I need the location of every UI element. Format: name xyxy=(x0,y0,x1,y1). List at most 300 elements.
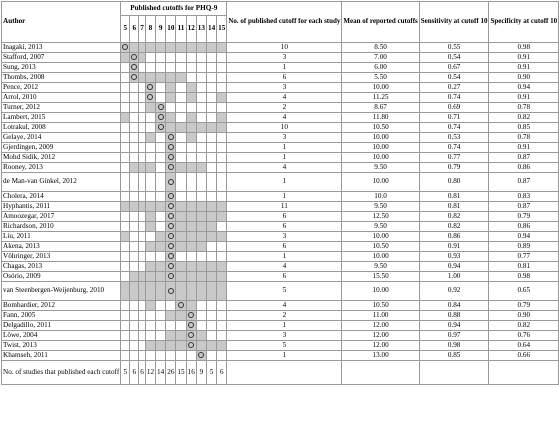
cutoff-cell-6 xyxy=(130,123,139,133)
cutoff-cell-5 xyxy=(121,311,130,321)
cutoff-cell-14 xyxy=(206,103,216,113)
cutoff-cell-12 xyxy=(186,153,196,163)
cutoff-cell-7 xyxy=(139,212,146,222)
cutoff-cell-6 xyxy=(130,262,139,272)
cutoff-header-6: 6 xyxy=(130,16,139,43)
author-cell: Hyphantis, 2011 xyxy=(2,202,121,212)
circle-marker-icon xyxy=(131,54,137,60)
cutoff-cell-10 xyxy=(166,311,176,321)
circle-marker-icon xyxy=(168,179,174,185)
cutoff-cell-14 xyxy=(206,43,216,53)
cutoff-cell-9 xyxy=(156,93,166,103)
cutoff-cell-6 xyxy=(130,192,139,202)
table-row xyxy=(2,163,559,173)
sens-cell: 0.81 xyxy=(419,192,489,202)
circle-marker-icon xyxy=(168,253,174,259)
sens-cell: 0.84 xyxy=(419,301,489,311)
cutoff-cell-11 xyxy=(176,262,186,272)
cutoff-cell-8 xyxy=(145,242,155,252)
cutoff-cell-15 xyxy=(217,212,227,222)
table-row xyxy=(2,351,559,361)
num-cell: 5 xyxy=(227,282,342,301)
spec-cell: 0.94 xyxy=(489,232,559,242)
sens-cell: 0.82 xyxy=(419,222,489,232)
cutoff-cell-15 xyxy=(217,282,227,301)
cutoff-cell-15 xyxy=(217,103,227,113)
cutoff-cell-6 xyxy=(130,301,139,311)
spec-cell: 0.87 xyxy=(489,202,559,212)
table-row xyxy=(2,282,559,301)
table-row xyxy=(2,43,559,53)
cutoff-header-11: 11 xyxy=(176,16,186,43)
cutoff-cell-13 xyxy=(196,173,206,192)
cutoff-cell-15 xyxy=(217,163,227,173)
circle-marker-icon xyxy=(188,332,194,338)
cutoff-cell-13 xyxy=(196,351,206,361)
cutoff-cell-12 xyxy=(186,212,196,222)
author-cell: Turner, 2012 xyxy=(2,103,121,113)
cutoff-cell-7 xyxy=(139,43,146,53)
circle-marker-icon xyxy=(168,243,174,249)
cutoff-cell-11 xyxy=(176,53,186,63)
cutoff-cell-5 xyxy=(121,153,130,163)
table-row xyxy=(2,262,559,272)
cutoff-cell-12 xyxy=(186,63,196,73)
spec-cell: 0.90 xyxy=(489,311,559,321)
cutoff-cell-7 xyxy=(139,321,146,331)
num-cell: 3 xyxy=(227,133,342,143)
cutoff-cell-9 xyxy=(156,252,166,262)
num-cell: 1 xyxy=(227,321,342,331)
cutoff-cell-15 xyxy=(217,351,227,361)
cutoff-cell-6 xyxy=(130,133,139,143)
cutoff-cell-14 xyxy=(206,93,216,103)
cutoff-cell-9 xyxy=(156,143,166,153)
cutoff-cell-7 xyxy=(139,103,146,113)
cutoff-cell-15 xyxy=(217,53,227,63)
cutoff-cell-5 xyxy=(121,262,130,272)
cutoff-cell-9 xyxy=(156,341,166,351)
mean-cell: 12.50 xyxy=(342,212,419,222)
table-row xyxy=(2,63,559,73)
circle-marker-icon xyxy=(198,352,204,358)
cutoff-cell-6 xyxy=(130,341,139,351)
cutoff-cell-10 xyxy=(166,163,176,173)
cutoff-cell-15 xyxy=(217,83,227,93)
sens-cell: 0.69 xyxy=(419,103,489,113)
cutoff-cell-8 xyxy=(145,53,155,63)
table-row xyxy=(2,153,559,163)
cutoff-cell-15 xyxy=(217,331,227,341)
mean-cell: 12.00 xyxy=(342,341,419,351)
sensitivity-header: Sensitivity at cutoff 10 xyxy=(419,2,489,43)
cutoff-cell-10 xyxy=(166,43,176,53)
mean-cell: 12.00 xyxy=(342,321,419,331)
cutoff-cell-14 xyxy=(206,252,216,262)
cutoff-cell-9 xyxy=(156,173,166,192)
cutoff-cell-12 xyxy=(186,93,196,103)
cutoff-cell-11 xyxy=(176,252,186,262)
cutoff-cell-9 xyxy=(156,103,166,113)
cutoff-cell-8 xyxy=(145,232,155,242)
spec-cell: 0.82 xyxy=(489,113,559,123)
num-cell: 5 xyxy=(227,341,342,351)
spec-cell: 0.89 xyxy=(489,242,559,252)
mean-cell: 6.00 xyxy=(342,63,419,73)
sens-cell: 0.79 xyxy=(419,163,489,173)
table-row xyxy=(2,301,559,311)
cutoff-cell-6 xyxy=(130,43,139,53)
author-cell: Löwe, 2004 xyxy=(2,331,121,341)
mean-cell: 10.00 xyxy=(342,83,419,93)
circle-marker-icon xyxy=(168,134,174,140)
table-row xyxy=(2,123,559,133)
cutoff-cell-12 xyxy=(186,272,196,282)
author-cell: Rooney, 2013 xyxy=(2,163,121,173)
cutoff-cell-12 xyxy=(186,173,196,192)
cutoff-cell-10 xyxy=(166,212,176,222)
cutoff-cell-11 xyxy=(176,73,186,83)
circle-marker-icon xyxy=(122,44,128,50)
cutoff-cell-6 xyxy=(130,113,139,123)
cutoff-cell-12 xyxy=(186,163,196,173)
cutoff-cell-7 xyxy=(139,242,146,252)
cutoff-cell-12 xyxy=(186,321,196,331)
num-cell: 4 xyxy=(227,93,342,103)
mean-cell: 11.80 xyxy=(342,113,419,123)
num-cell: 1 xyxy=(227,173,342,192)
cutoff-cell-14 xyxy=(206,351,216,361)
cutoff-cell-7 xyxy=(139,153,146,163)
cutoff-cell-6 xyxy=(130,331,139,341)
cutoff-cell-9 xyxy=(156,192,166,202)
table-row xyxy=(2,143,559,153)
cutoff-cell-9 xyxy=(156,212,166,222)
cutoff-cell-8 xyxy=(145,341,155,351)
cutoff-cell-7 xyxy=(139,282,146,301)
num-cell: 1 xyxy=(227,153,342,163)
cutoff-header-7: 7 xyxy=(139,16,146,43)
cutoff-cell-13 xyxy=(196,242,206,252)
table-row xyxy=(2,341,559,351)
cutoff-cell-15 xyxy=(217,43,227,53)
cutoff-cell-10 xyxy=(166,93,176,103)
cutoff-cell-13 xyxy=(196,311,206,321)
cutoff-cell-12 xyxy=(186,242,196,252)
cutoff-cell-10 xyxy=(166,331,176,341)
cutoff-header-9: 9 xyxy=(156,16,166,43)
footer-count-cell: 15 xyxy=(176,361,186,385)
num-cell: 4 xyxy=(227,113,342,123)
cutoff-cell-6 xyxy=(130,153,139,163)
cutoff-cell-5 xyxy=(121,252,130,262)
sens-cell: 0.93 xyxy=(419,252,489,262)
cutoff-cell-12 xyxy=(186,341,196,351)
table-row xyxy=(2,232,559,242)
cutoff-cell-14 xyxy=(206,262,216,272)
cutoff-cell-13 xyxy=(196,192,206,202)
spec-cell: 0.78 xyxy=(489,103,559,113)
cutoff-cell-7 xyxy=(139,301,146,311)
cutoff-cell-7 xyxy=(139,311,146,321)
circle-marker-icon xyxy=(168,193,174,199)
cutoff-cell-15 xyxy=(217,192,227,202)
sens-cell: 0.81 xyxy=(419,202,489,212)
cutoff-cell-9 xyxy=(156,133,166,143)
num-cell: 1 xyxy=(227,192,342,202)
cutoff-cell-8 xyxy=(145,113,155,123)
cutoff-cell-8 xyxy=(145,301,155,311)
cutoff-cell-13 xyxy=(196,341,206,351)
cutoff-cell-7 xyxy=(139,173,146,192)
cutoff-cell-12 xyxy=(186,301,196,311)
spec-cell: 0.78 xyxy=(489,133,559,143)
cutoff-header-5: 5 xyxy=(121,16,130,43)
cutoff-cell-7 xyxy=(139,53,146,63)
cutoff-cell-13 xyxy=(196,272,206,282)
author-cell: Stafford, 2007 xyxy=(2,53,121,63)
num-cell: 6 xyxy=(227,222,342,232)
circle-marker-icon xyxy=(168,154,174,160)
cutoff-cell-12 xyxy=(186,123,196,133)
cutoff-cell-12 xyxy=(186,232,196,242)
author-cell: Pence, 2012 xyxy=(2,83,121,93)
cutoff-cell-14 xyxy=(206,113,216,123)
mean-cell: 10.00 xyxy=(342,133,419,143)
sens-cell: 0.94 xyxy=(419,262,489,272)
cutoff-cell-14 xyxy=(206,83,216,93)
cutoff-cell-9 xyxy=(156,153,166,163)
sens-cell: 1.00 xyxy=(419,272,489,282)
cutoff-cell-11 xyxy=(176,163,186,173)
author-cell: Chagas, 2013 xyxy=(2,262,121,272)
cutoff-cell-11 xyxy=(176,113,186,123)
mean-cell: 11.25 xyxy=(342,93,419,103)
cutoff-cell-5 xyxy=(121,232,130,242)
spec-cell: 0.76 xyxy=(489,331,559,341)
num-cell: 11 xyxy=(227,202,342,212)
cutoff-cell-8 xyxy=(145,93,155,103)
cutoff-cell-13 xyxy=(196,153,206,163)
cutoff-header-15: 15 xyxy=(217,16,227,43)
author-cell: Gjerdingen, 2009 xyxy=(2,143,121,153)
cutoff-cell-5 xyxy=(121,83,130,93)
cutoff-cell-8 xyxy=(145,202,155,212)
cutoff-cell-6 xyxy=(130,222,139,232)
spec-cell: 0.64 xyxy=(489,341,559,351)
cutoff-cell-5 xyxy=(121,321,130,331)
cutoff-cell-12 xyxy=(186,43,196,53)
cutoff-cell-12 xyxy=(186,222,196,232)
cutoff-cell-12 xyxy=(186,351,196,361)
num-cell: 1 xyxy=(227,143,342,153)
sens-cell: 0.98 xyxy=(419,341,489,351)
cutoff-cell-10 xyxy=(166,143,176,153)
spec-cell: 0.82 xyxy=(489,321,559,331)
cutoff-cell-12 xyxy=(186,143,196,153)
cutoff-cell-13 xyxy=(196,143,206,153)
cutoff-cell-14 xyxy=(206,202,216,212)
cutoff-cell-14 xyxy=(206,212,216,222)
cutoff-cell-13 xyxy=(196,232,206,242)
cutoff-cell-6 xyxy=(130,73,139,83)
cutoff-cell-10 xyxy=(166,341,176,351)
cutoff-cell-11 xyxy=(176,282,186,301)
cutoff-cell-13 xyxy=(196,63,206,73)
cutoff-cell-15 xyxy=(217,252,227,262)
cutoff-cell-8 xyxy=(145,73,155,83)
cutoff-cell-8 xyxy=(145,143,155,153)
cutoff-cell-11 xyxy=(176,242,186,252)
cutoff-cell-5 xyxy=(121,351,130,361)
cutoff-cell-8 xyxy=(145,331,155,341)
cutoff-cell-7 xyxy=(139,93,146,103)
cutoff-cell-9 xyxy=(156,272,166,282)
cutoff-cell-14 xyxy=(206,192,216,202)
cutoff-cell-15 xyxy=(217,262,227,272)
mean-cell: 10.00 xyxy=(342,232,419,242)
cutoff-cell-14 xyxy=(206,331,216,341)
cutoff-cell-10 xyxy=(166,153,176,163)
cutoff-cell-12 xyxy=(186,252,196,262)
cutoff-cell-14 xyxy=(206,341,216,351)
cutoff-cell-14 xyxy=(206,272,216,282)
cutoff-cell-15 xyxy=(217,173,227,192)
cutoff-cell-11 xyxy=(176,133,186,143)
cutoff-cell-10 xyxy=(166,133,176,143)
cutoff-cell-15 xyxy=(217,143,227,153)
author-cell: Richardson, 2010 xyxy=(2,222,121,232)
mean-cell: 15.50 xyxy=(342,272,419,282)
spec-cell: 0.79 xyxy=(489,301,559,311)
cutoff-cell-13 xyxy=(196,43,206,53)
cutoff-cell-10 xyxy=(166,222,176,232)
cutoff-cell-12 xyxy=(186,113,196,123)
circle-marker-icon xyxy=(131,64,137,70)
cutoff-cell-8 xyxy=(145,282,155,301)
cutoff-cell-5 xyxy=(121,192,130,202)
sens-cell: 0.97 xyxy=(419,331,489,341)
table-row xyxy=(2,53,559,63)
cutoff-cell-12 xyxy=(186,83,196,93)
cutoff-cell-11 xyxy=(176,173,186,192)
footer-count-cell: 12 xyxy=(145,361,155,385)
cutoff-cell-11 xyxy=(176,351,186,361)
author-cell: Gelaye, 2014 xyxy=(2,133,121,143)
cutoff-cell-8 xyxy=(145,311,155,321)
cutoff-cell-13 xyxy=(196,133,206,143)
circle-marker-icon xyxy=(147,84,153,90)
cutoff-cell-13 xyxy=(196,113,206,123)
cutoff-cell-11 xyxy=(176,222,186,232)
circle-marker-icon xyxy=(168,233,174,239)
cutoff-cell-7 xyxy=(139,252,146,262)
cutoff-cell-10 xyxy=(166,202,176,212)
author-cell: Cholera, 2014 xyxy=(2,192,121,202)
cutoff-cell-5 xyxy=(121,331,130,341)
author-cell: Lotrakul, 2008 xyxy=(2,123,121,133)
cutoff-cell-8 xyxy=(145,222,155,232)
cutoff-cell-13 xyxy=(196,331,206,341)
author-cell: Fann, 2005 xyxy=(2,311,121,321)
cutoff-cell-6 xyxy=(130,83,139,93)
cutoff-cell-5 xyxy=(121,133,130,143)
cutoff-cell-8 xyxy=(145,103,155,113)
cutoff-cell-10 xyxy=(166,232,176,242)
mean-cell: 11.00 xyxy=(342,311,419,321)
cutoff-cell-14 xyxy=(206,63,216,73)
cutoff-cell-5 xyxy=(121,222,130,232)
num-cell: 6 xyxy=(227,272,342,282)
cutoff-cell-8 xyxy=(145,153,155,163)
cutoff-cell-13 xyxy=(196,282,206,301)
num-cell: 1 xyxy=(227,63,342,73)
cutoff-cell-15 xyxy=(217,311,227,321)
cutoff-cell-9 xyxy=(156,113,166,123)
cutoff-cell-11 xyxy=(176,341,186,351)
cutoff-cell-7 xyxy=(139,222,146,232)
cutoff-cell-12 xyxy=(186,103,196,113)
mean-cell: 5.50 xyxy=(342,73,419,83)
circle-marker-icon xyxy=(168,263,174,269)
cutoff-cell-7 xyxy=(139,232,146,242)
cutoff-cell-11 xyxy=(176,153,186,163)
author-cell: Vöhringer, 2013 xyxy=(2,252,121,262)
author-cell: Twist, 2013 xyxy=(2,341,121,351)
footer-empty-cell xyxy=(342,361,419,385)
table-row xyxy=(2,252,559,262)
circle-marker-icon xyxy=(168,288,174,294)
cutoff-cell-6 xyxy=(130,242,139,252)
cutoff-cell-14 xyxy=(206,301,216,311)
mean-cell: 9.50 xyxy=(342,262,419,272)
cutoff-header-10: 10 xyxy=(166,16,176,43)
cutoff-header-14: 14 xyxy=(206,16,216,43)
cutoff-cell-10 xyxy=(166,83,176,93)
author-header: Author xyxy=(2,2,121,43)
author-cell: Thombs, 2008 xyxy=(2,73,121,83)
mean-cell: 13.00 xyxy=(342,351,419,361)
sens-cell: 0.85 xyxy=(419,351,489,361)
cutoff-cell-9 xyxy=(156,123,166,133)
mean-cell: 9.50 xyxy=(342,222,419,232)
cutoff-cell-7 xyxy=(139,143,146,153)
cutoff-cell-11 xyxy=(176,232,186,242)
cutoff-cell-7 xyxy=(139,272,146,282)
cutoff-cell-5 xyxy=(121,43,130,53)
circle-marker-icon xyxy=(168,164,174,170)
sens-cell: 0.54 xyxy=(419,73,489,83)
cutoff-cell-10 xyxy=(166,252,176,262)
footer-count-cell: 5 xyxy=(121,361,130,385)
mean-cell: 10.50 xyxy=(342,301,419,311)
cutoff-cell-6 xyxy=(130,321,139,331)
cutoff-cell-5 xyxy=(121,73,130,83)
cutoff-cell-13 xyxy=(196,73,206,83)
cutoff-cell-7 xyxy=(139,133,146,143)
spec-cell: 0.91 xyxy=(489,93,559,103)
cutoff-cell-13 xyxy=(196,103,206,113)
cutoff-cell-14 xyxy=(206,143,216,153)
num-published-header: No. of published cutoff for each study xyxy=(227,2,342,43)
cutoff-cell-15 xyxy=(217,232,227,242)
num-cell: 2 xyxy=(227,311,342,321)
cutoff-cell-7 xyxy=(139,73,146,83)
cutoff-cell-9 xyxy=(156,301,166,311)
circle-marker-icon xyxy=(168,273,174,279)
sens-cell: 0.88 xyxy=(419,311,489,321)
cutoff-cell-5 xyxy=(121,103,130,113)
